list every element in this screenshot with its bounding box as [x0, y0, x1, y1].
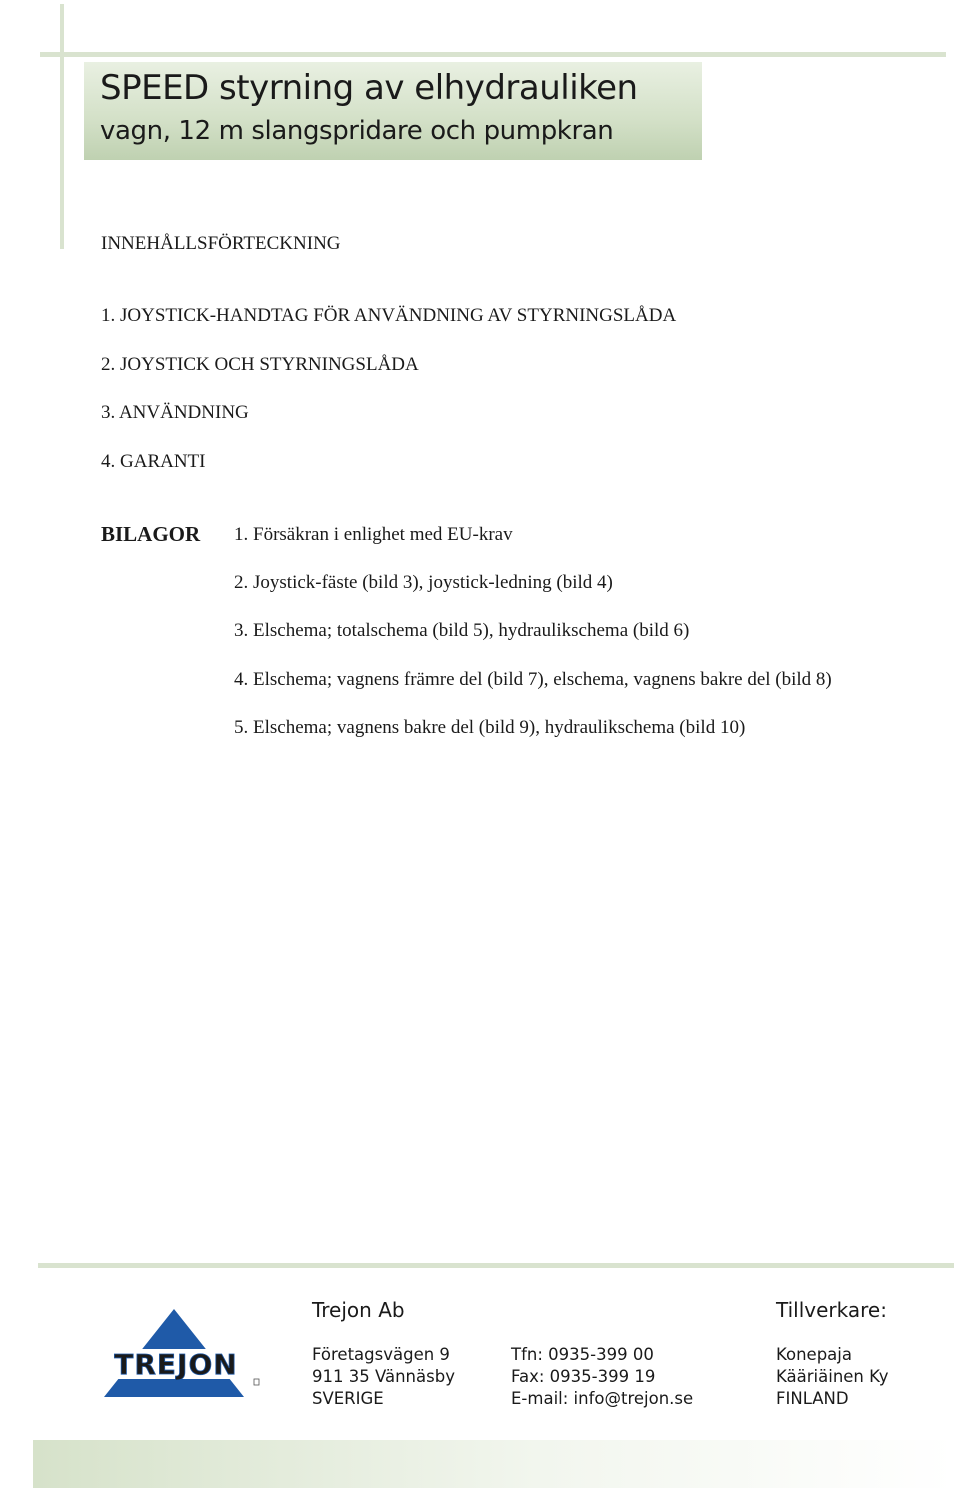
address-line: SVERIGE — [312, 1389, 384, 1408]
logo-text: TREJON — [114, 1348, 238, 1381]
bilaga-item: 1. Försäkran i enlighet med EU-krav — [234, 524, 513, 545]
toc-item: 4. GARANTI — [101, 451, 206, 472]
contact-line: Tfn: 0935-399 00 — [511, 1345, 654, 1364]
toc-heading: INNEHÅLLSFÖRTECKNING — [101, 233, 341, 254]
document-title: SPEED styrning av elhydrauliken — [100, 68, 638, 108]
manufacturer-line: Kääriäinen Ky — [776, 1367, 889, 1386]
contact-line: E-mail: info@trejon.se — [511, 1389, 694, 1408]
address-block — [312, 1344, 455, 1410]
bilaga-item: 5. Elschema; vagnens bakre del (bild 9), hydraulikschema (bild 10) — [234, 717, 746, 738]
trejon-logo — [104, 1305, 264, 1409]
contact-block — [511, 1344, 693, 1410]
title-banner — [84, 62, 702, 160]
bilaga-item: 2. Joystick-fäste (bild 3), joystick-ledning (bild 4) — [234, 572, 613, 593]
logo-mark-icon — [254, 1379, 259, 1385]
bilaga-item: 3. Elschema; totalschema (bild 5), hydraulikschema (bild 6) — [234, 620, 690, 641]
decor-top-line — [40, 52, 946, 57]
company-name: Trejon Ab — [312, 1298, 405, 1322]
toc-item: 2. JOYSTICK OCH STYRNINGSLÅDA — [101, 354, 419, 375]
tillverkare-label: Tillverkare: — [776, 1298, 887, 1322]
decor-vertical-line — [60, 4, 64, 249]
bilaga-item: 4. Elschema; vagnens främre del (bild 7), elschema, vagnens bakre del (bild 8) — [234, 669, 832, 690]
toc-item: 3. ANVÄNDNING — [101, 402, 249, 423]
bilagor-label: BILAGOR — [101, 522, 201, 546]
address-line: 911 35 Vännäsby — [312, 1367, 455, 1386]
manufacturer-block — [776, 1344, 889, 1410]
decor-footer-line — [38, 1263, 954, 1268]
address-line: Företagsvägen 9 — [312, 1345, 450, 1364]
decor-bottom-band — [33, 1440, 954, 1488]
manufacturer-line: Konepaja — [776, 1345, 852, 1364]
toc-item: 1. JOYSTICK-HANDTAG FÖR ANVÄNDNING AV STYRNINGSLÅDA — [101, 305, 677, 326]
contact-line: Fax: 0935-399 19 — [511, 1367, 656, 1386]
manufacturer-line: FINLAND — [776, 1389, 849, 1408]
document-subtitle: vagn, 12 m slangspridare och pumpkran — [100, 116, 614, 146]
